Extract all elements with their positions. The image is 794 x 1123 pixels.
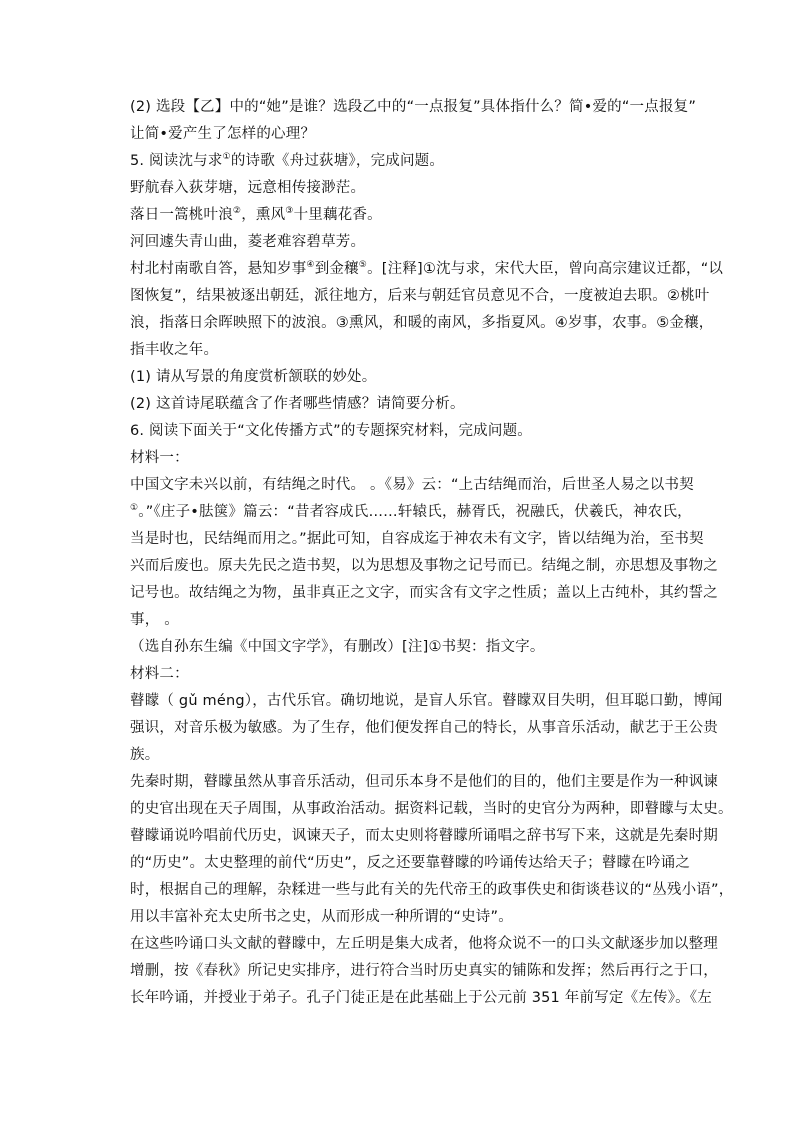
poem-line: 野航春入荻芽塘，远意相传接渺茫。 [130,180,366,196]
text-line: 时，根据自己的理解，杂糅进一些与此有关的先代帝王的政事佚史和街谈巷议的“丛残小语”， [130,882,734,898]
notes-line: 浪，指落日余晖映照下的波浪。③熏风，和暖的南风，多指夏风。④岁事，农事。⑤金穰， [130,315,714,331]
notes-line: 指丰收之年。 [130,342,219,358]
notes-line: 图恢复”，结果被逐出朝廷，派往地方，后来与朝廷官员意见不合，一度被迫去职。②桃叶 [130,288,710,304]
text-line: 记号也。故结绳之为物，虽非真正之文字，而实含有文字之性质；盖以上古纯朴，其约誓之 [130,585,718,601]
question-5-title: 5. 阅读沈与求①的诗歌《舟过荻塘》，完成问题。 [130,152,445,169]
text-line: 当是时也，民结绳而用之。”据此可知，自容成迄于神农未有文字，皆以结绳为治，至书契 [130,531,704,547]
text-line: 先秦时期，瞽矇虽然从事音乐活动，但司乐本身不是他们的目的，他们主要是作为一种讽谏 [130,774,718,790]
poem-line: 河回遽失青山曲，菱老难容碧草芳。 [130,234,366,250]
text-line: 长年吟诵，并授业于弟子。孔子门徒正是在此基础上于公元前 351 年前写定《左传》。《左 [130,990,712,1006]
source-note: （选自孙东生编《中国文字学》，有删改）[注]①书契：指文字。 [130,639,545,655]
text-line: 在这些吟诵口头文献的瞽矇中，左丘明是集大成者，他将众说不一的口头文献逐步加以整理 [130,936,718,952]
text-line: 瞽矇诵说吟唱前代历史，讽谏天子，而太史则将瞽矇所诵唱之辞书写下来，这就是先秦时期 [130,828,718,844]
text-line: 用以丰富补充太史所书之史，从而形成一种所谓的“史诗”。 [130,909,513,925]
text-line: 中国文字未兴以前，有结绳之时代。 。《易》云：“上古结绳而治，后世圣人易之以书契 [130,477,694,493]
text-line: 的“历史”。太史整理的前代“历史”，反之还要靠瞽矇的吟诵传达给天子；瞽矇在吟诵之 [130,855,691,871]
text-line: 瞽矇（ gǔ méng），古代乐官。确切地说，是盲人乐官。瞽矇双目失明，但耳聪口勤，博闻 [130,693,723,709]
poem-line-notes: 村北村南歌自答，悬知岁事④到金穰⑤。[注释]①沈与求，宋代大臣，曾向高宗建议迁都，“以 [130,260,724,277]
sub-question: (2) 这首诗尾联蕴含了作者哪些情感？请简要分析。 [130,396,465,412]
text-line: 强识，对音乐极为敏感。为了生存，他们便发挥自己的特长，从事音乐活动，献艺于王公贵 [130,720,718,736]
text-line: 让简•爱产生了怎样的心理？ [130,126,316,142]
material-heading: 材料二： [130,666,189,682]
text-line: (2) 选段【乙】中的“她”是谁？选段乙中的“一点报复”具体指什么？简•爱的“一点报复” [130,99,697,115]
text-line: 增删，按《春秋》所记史实排序，进行符合当时历史真实的铺陈和发挥；然后再行之于口， [130,963,718,979]
text-line: 族。 [130,747,160,763]
text-line: ①。”《庄子•胠箧》篇云：“昔者容成氏……轩辕氏，赫胥氏，祝融氏，伏羲氏，神农氏， [130,503,692,520]
text-line: 兴而后废也。原夫先民之造书契，以为思想及事物之记号而已。结绳之制，亦思想及事物之 [130,558,718,574]
text-line: 事， 。 [130,612,179,628]
material-heading: 材料一： [130,450,189,466]
question-6-title: 6. 阅读下面关于“文化传播方式”的专题探究材料，完成问题。 [130,423,532,439]
text-line: 的史官出现在天子周围，从事政治活动。据资料记载，当时的史官分为两种，即瞽矇与太史。 [130,801,733,817]
poem-line: 落日一篙桃叶浪②，熏风③十里藕花香。 [130,206,382,223]
sub-question: (1) 请从写景的角度赏析颔联的妙处。 [130,369,377,385]
